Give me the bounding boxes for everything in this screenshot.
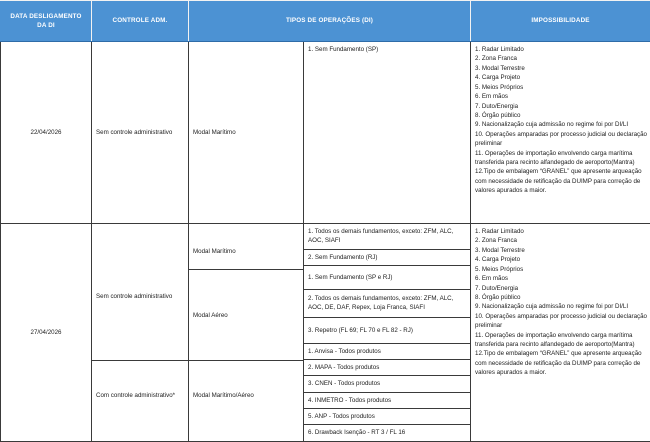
tipo-item: 6. Drawback Isenção - RT 3 / FL 16 [304, 425, 470, 441]
tipo-item: 2. MAPA - Todos produtos [304, 360, 470, 376]
impossibilidade-item: 5. Meios Próprios [475, 265, 648, 274]
impossibilidade-item: 4. Carga Projeto [475, 255, 648, 264]
table-header-row [1, 1, 650, 42]
impossibilidade-item: 7. Duto/Energia [475, 102, 648, 111]
cell-modal-aereo: Modal Aéreo [189, 270, 303, 361]
impossibilidade-item: 12.Tipo de embalagem “GRANEL” que apresente arqueação com necessidade de retificação da DUIMP para correção de valores apurados a maior. [475, 167, 648, 195]
tipo-item: 2. Sem Fundamento (RJ) [304, 249, 470, 265]
modal-subtable-row2 [189, 234, 303, 431]
cell-controle-com: Com controle administrativo* [92, 361, 188, 431]
tipo-item: 3. CNEN - Todos produtos [304, 376, 470, 392]
impossibilidade-item: 2. Zona Franca [475, 236, 648, 245]
tipo-item: 4. INMETRO - Todos produtos [304, 392, 470, 408]
impossibilidade-item: 8. Órgão público [475, 111, 648, 120]
tipos-subtable-row2 [304, 224, 470, 441]
cell-tipos-row1 [304, 42, 471, 224]
impossibilidade-item: 5. Meios Próprios [475, 83, 648, 92]
cell-impossibilidade-row2 [471, 224, 650, 442]
cell-date-row2: 27/04/2026 [1, 224, 92, 442]
cell-controle-sem: Sem controle administrativo [92, 234, 188, 361]
header-controle-adm: CONTROLE ADM. [92, 1, 189, 42]
impossibilidade-item: 3. Modal Terrestre [475, 64, 648, 73]
header-tipos-operacoes: TIPOS DE OPERAÇÕES (DI) [189, 1, 471, 42]
cell-modal-row2 [189, 224, 304, 442]
tipo-item: 2. Todos os demais fundamentos, exceto: ZFM, ALC, AOC, DE, DAF, Repex, Loja Franca, SIAFI [304, 289, 470, 317]
cell-impossibilidade-row1 [471, 42, 650, 224]
impossibilidade-item: 4. Carga Projeto [475, 73, 648, 82]
impossibilidade-item: 10. Operações amparadas por processo judicial ou declaração preliminar [475, 130, 648, 149]
tipo-item: 3. Repetro (FL 69; FL 70 e FL 82 - RJ) [304, 317, 470, 343]
impossibilidade-list-row2 [475, 227, 648, 378]
cell-controle-row2 [92, 224, 189, 442]
cell-modal-row1: Modal Marítimo [189, 42, 304, 224]
impossibilidade-item: 8. Órgão público [475, 293, 648, 302]
header-impossibilidade: IMPOSSIBILIDADE [471, 1, 650, 42]
impossibilidade-item: 9. Nacionalização cuja admissão no regime foi por DI/LI [475, 302, 648, 311]
impossibilidade-item: 11. Operações de importação envolvendo carga marítima transferida para recinto alfandegado de aeroporto(Mantra) [475, 331, 648, 350]
impossibilidade-item: 11. Operações de importação envolvendo carga marítima transferida para recinto alfandegado de aeroporto(Mantra) [475, 149, 648, 168]
tipo-item: 1. Todos os demais fundamentos, exceto: ZFM, ALC, AOC, SIAFI [304, 224, 470, 249]
impossibilidade-item: 7. Duto/Energia [475, 284, 648, 293]
tipo-item: 1. Anvisa - Todos produtos [304, 343, 470, 359]
impossibilidade-item: 9. Nacionalização cuja admissão no regime foi por DI/LI [475, 120, 648, 129]
cell-modal-maritimo: Modal Marítimo [189, 234, 303, 270]
impossibilidade-item: 2. Zona Franca [475, 54, 648, 63]
controle-subtable-row2 [92, 234, 188, 431]
impossibilidade-item: 1. Radar Limitado [475, 227, 648, 236]
table-row-22-04-2026 [1, 42, 650, 224]
cell-modal-maritimo-aereo: Modal Marítimo/Aéreo [189, 361, 303, 431]
impossibilidade-item: 1. Radar Limitado [475, 45, 648, 54]
tipo-item: 1. Sem Fundamento (SP e RJ) [304, 265, 470, 289]
table-row-27-04-2026 [1, 224, 650, 442]
cell-date-row1: 22/04/2026 [1, 42, 92, 224]
cell-controle-row1: Sem controle administrativo [92, 42, 189, 224]
impossibilidade-item: 3. Modal Terrestre [475, 246, 648, 255]
impossibilidade-item: 12.Tipo de embalagem “GRANEL” que apresente arqueação com necessidade de retificação da DUIMP para correção de valores apurados a maior. [475, 349, 648, 377]
impossibilidade-item: 10. Operações amparadas por processo judicial ou declaração preliminar [475, 312, 648, 331]
impossibilidade-item: 6. Em mãos [475, 274, 648, 283]
impossibilidade-list-row1 [475, 45, 648, 196]
tipo-item-row1-1: 1. Sem Fundamento (SP) [304, 42, 470, 57]
header-data-desligamento: DATA DESLIGAMENTO DA DI [1, 1, 92, 42]
impossibilidade-item: 6. Em mãos [475, 92, 648, 101]
cell-tipos-row2 [304, 224, 471, 442]
tipo-item: 5. ANP - Todos produtos [304, 409, 470, 425]
